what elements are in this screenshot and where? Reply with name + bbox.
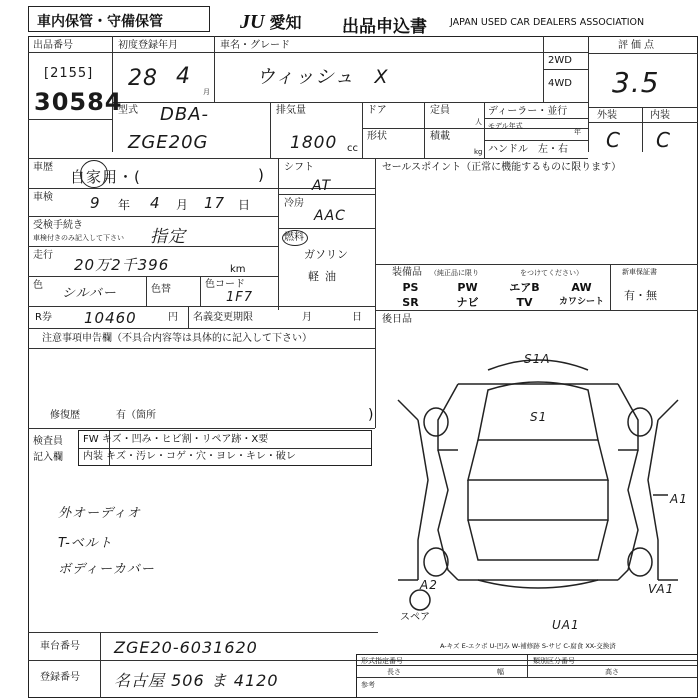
record-label: 記入欄: [33, 452, 63, 463]
color-code-value: 1F7: [226, 290, 254, 305]
insp-day-value: 17: [204, 194, 226, 212]
equipment-item: AW: [571, 281, 592, 294]
history-close-paren: ): [258, 166, 264, 184]
association-name: JAPAN USED CAR DEALERS ASSOCIATION: [450, 17, 645, 28]
fuel-diesel: 軽油: [308, 270, 342, 283]
inspect-fw-text: FW キズ・凹み・ヒビ割・リペア跡・X要: [83, 434, 269, 445]
cert-label: 形式指定番号: [361, 657, 403, 665]
r-ticket-yen: 円: [168, 312, 178, 323]
model-label: 型式: [118, 105, 138, 116]
insp-month-unit: 月: [176, 198, 189, 212]
insp-year-unit: 年: [118, 198, 131, 212]
equipment-item: ナビ: [456, 296, 479, 309]
length-label: 長さ: [387, 668, 401, 676]
int-grade-value: C: [656, 128, 671, 152]
diagram-right-mark: A1: [670, 492, 688, 506]
cc-unit: cc: [347, 143, 358, 154]
equipment-item: PS: [402, 281, 419, 294]
year-unit: 年: [574, 128, 581, 136]
note-audio: 外オーディオ: [58, 506, 141, 521]
insp-year-value: 9: [90, 194, 101, 212]
color-value: シルバー: [62, 286, 117, 301]
shift-label: シフト: [284, 162, 314, 173]
equipment-item: エアB: [509, 281, 540, 294]
repair-label: 修復歴: [50, 410, 80, 421]
name-change-day: 日: [352, 312, 362, 323]
person-unit: 人: [475, 118, 482, 126]
lot-prefix-value: [2155]: [44, 66, 94, 81]
new-warranty-label: 新車保証書: [622, 268, 657, 276]
notes-label: 注意事項申告欄（不具合内容等は具体的に記入して下さい）: [42, 333, 312, 344]
equip-note-2: をつけてください）: [520, 269, 583, 277]
2wd-label: 2WD: [548, 55, 572, 66]
reg-no-value: 名古屋 506 ま 4120: [114, 671, 279, 690]
equipment-item: カワシート: [558, 297, 604, 307]
note-cover: ボディーカバー: [58, 562, 155, 577]
color-label: 色: [33, 280, 43, 291]
color-swap-label: 色替: [151, 284, 171, 295]
repair-close-paren: ): [368, 407, 374, 423]
name-change-month: 月: [302, 312, 312, 323]
shift-value: AT: [312, 178, 332, 194]
capacity-label: 定員: [430, 105, 450, 116]
spec-box: [356, 654, 698, 698]
equipment-item: PW: [457, 281, 478, 294]
org-name: 愛知: [269, 13, 302, 32]
shape-label: 形状: [367, 131, 387, 142]
fuel-gasoline: ガソリン: [304, 248, 348, 261]
diagram-rear-left-mark: A2: [420, 578, 438, 592]
ext-grade-value: C: [606, 128, 621, 152]
equipment-item: SR: [402, 296, 419, 309]
note-tbelt: T-ベルト: [58, 536, 113, 551]
diagram-roof-mark: S1: [530, 410, 548, 424]
mileage-value: 20万2千396: [74, 256, 170, 274]
stamp-sub-label: 車検付きのみ記入して下さい: [33, 234, 124, 242]
stamp-value: 指定: [150, 227, 186, 247]
insp-day-unit: 日: [238, 198, 251, 212]
ac-label: 冷房: [284, 198, 304, 209]
door-label: ドア: [367, 105, 387, 116]
car-name-value: ウィッシュ X: [256, 66, 389, 88]
history-label: 車歴: [33, 162, 53, 173]
model-year-label: モデル年式: [488, 122, 523, 130]
lot-no-label: 出品番号: [33, 40, 73, 51]
reg-no-label: 登録番号: [40, 672, 80, 683]
form-title: 出品申込書: [342, 17, 427, 37]
r-ticket-value: 10460: [84, 309, 137, 327]
color-code-label: 色コード: [205, 279, 245, 290]
reg-year-value: 28: [128, 66, 158, 91]
r-ticket-label: R券: [35, 312, 52, 323]
mileage-label: 走行: [33, 250, 53, 261]
kg-unit: kg: [474, 148, 483, 156]
reg-month-unit: 月: [203, 88, 210, 96]
storage-label-box: [28, 6, 210, 32]
first-reg-label: 初度登録年月: [118, 40, 178, 51]
displacement-label: 排気量: [276, 105, 306, 116]
equipment-label: 装備品: [392, 267, 422, 278]
car-name-label: 車名・グレード: [220, 40, 290, 51]
diagram-top-mark: S1A: [524, 352, 551, 366]
handle-label: ハンドル 左・右: [488, 144, 568, 155]
inspector-label: 検査員: [33, 436, 63, 447]
interior-label: 内装: [650, 110, 670, 121]
chassis-no-value: ZGE20-6031620: [114, 638, 258, 657]
equipment-grid: [382, 280, 610, 310]
model-code2-value: ZGE20G: [128, 132, 209, 153]
load-label: 積載: [430, 131, 450, 142]
dealer-label: ディーラー・並行: [488, 106, 568, 117]
ju-logo-mark: JU: [240, 11, 265, 33]
repair-value: 有（箇所: [116, 410, 156, 421]
stamp-label: 受検手続き: [33, 220, 83, 231]
km-unit: km: [230, 264, 246, 275]
width-label: 幅: [497, 668, 504, 676]
exterior-label: 外装: [597, 110, 617, 121]
score-value: 3.5: [612, 66, 660, 99]
chassis-no-label: 車台番号: [40, 641, 80, 652]
4wd-label: 4WD: [548, 78, 572, 89]
height-label: 高さ: [605, 668, 619, 676]
history-circle-mark: [80, 160, 108, 188]
ju-logo: [240, 10, 302, 34]
fuel-circle-mark: [282, 230, 308, 246]
sales-point-label: セールスポイント（正常に機能するものに限ります）: [382, 162, 622, 173]
storage-label: 車内保管・守備保管: [37, 14, 163, 30]
diagram-bottom-mark: UA1: [552, 618, 580, 632]
inspect-in-text: 内装 キズ・汚レ・コゲ・穴・ヨレ・キレ・破レ: [83, 451, 296, 462]
fuel-label: 燃料: [284, 232, 304, 243]
ac-value: AAC: [314, 208, 346, 224]
insp-month-value: 4: [150, 194, 161, 212]
diagram-spare-label: スペア: [400, 612, 430, 623]
warranty-options: 有・無: [624, 289, 657, 302]
name-change-label: 名義変更期限: [193, 312, 253, 323]
model-code-value: DBA-: [160, 104, 210, 125]
history-value: 自家用・(: [70, 168, 141, 186]
diagram-rear-right-mark: VA1: [648, 582, 675, 596]
score-label: 評価点: [618, 40, 657, 51]
equipment-item: TV: [516, 296, 533, 309]
reference-label: 参考: [361, 681, 375, 689]
displacement-value: 1800: [290, 133, 338, 153]
equip-note-1: （純正品に限り: [430, 269, 479, 277]
reg-month-value: 4: [176, 64, 191, 89]
lot-no-value: 30584: [34, 88, 123, 116]
class-no-label: 類別区分番号: [533, 657, 575, 665]
diagram-legend: A-キズ E-エクボ U-凹み W-補修跡 S-サビ C-腐食 XX-交換済: [440, 642, 616, 650]
inspect-grid: [78, 430, 372, 466]
accessories-label: 後日品: [382, 314, 412, 325]
inspection-label: 車検: [33, 192, 53, 203]
